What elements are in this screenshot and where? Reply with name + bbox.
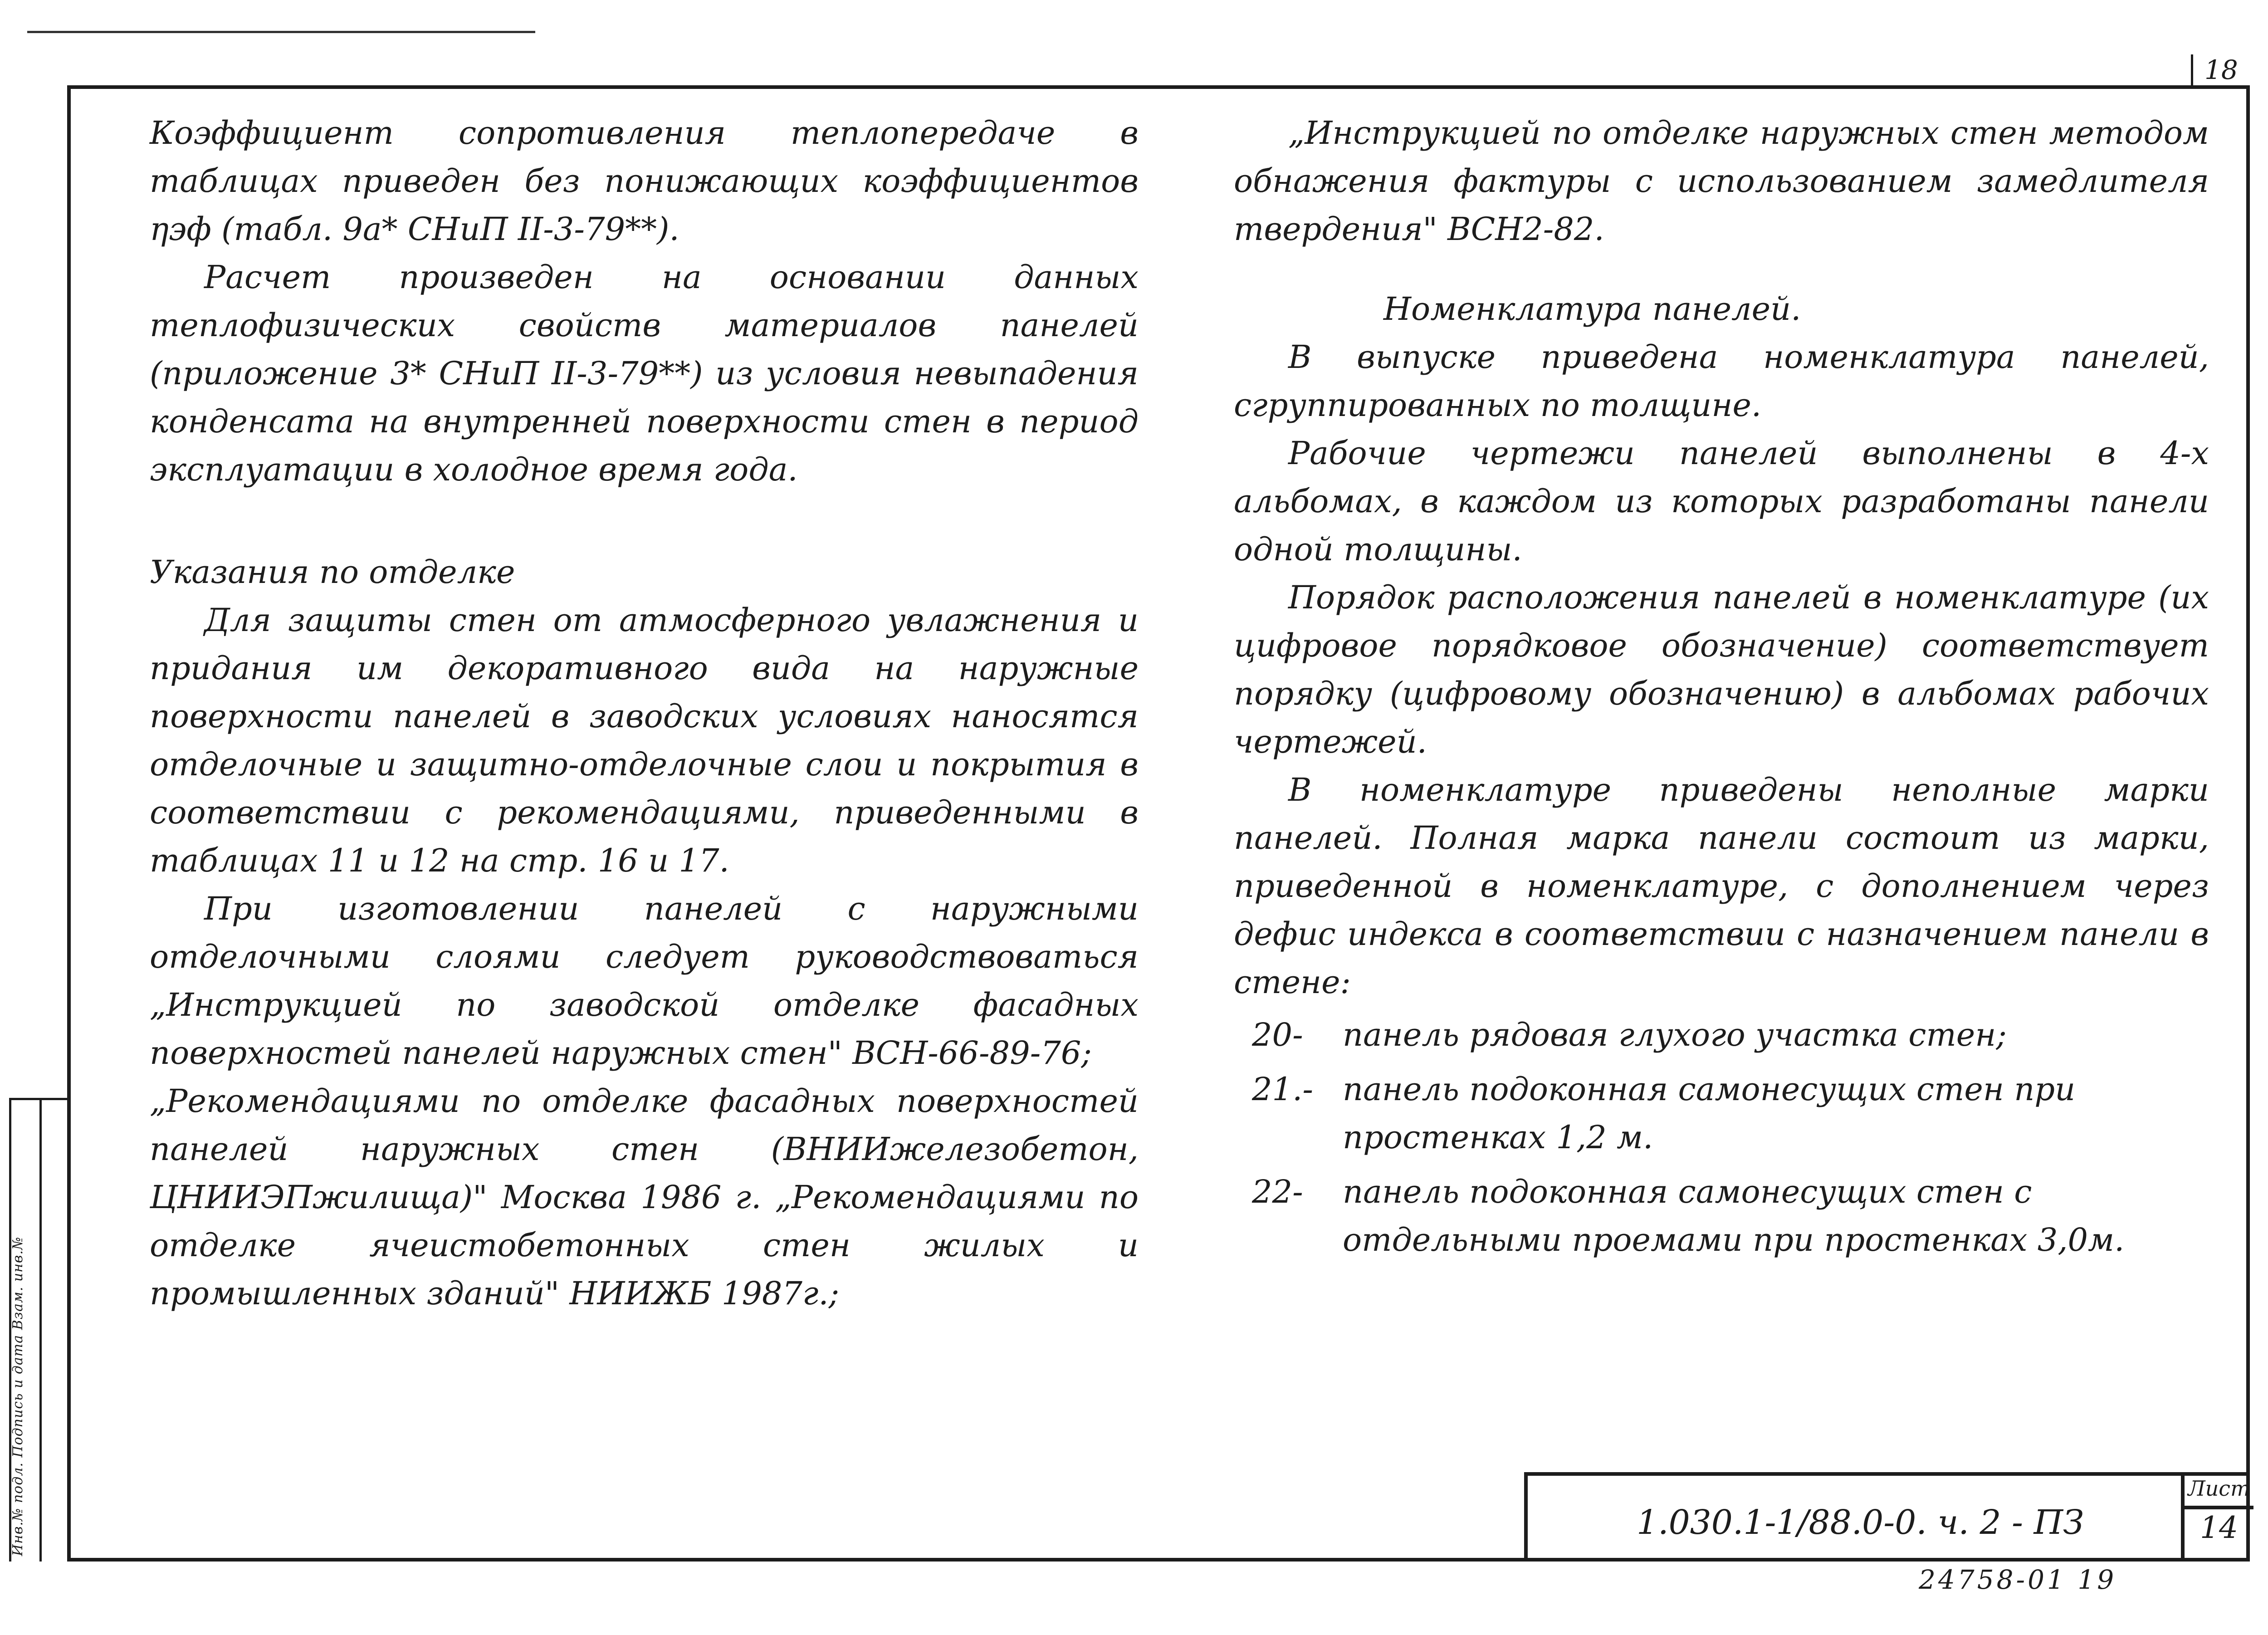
corner-tick (2191, 54, 2193, 86)
list-item (1234, 1011, 2209, 1059)
right-column (1234, 109, 2209, 1270)
paragraph-protection: Для защиты стен от атмосферного увлажнения и придания им декоративного вида на наружные поверхности панелей в заводских условиях наносятся отделочные и защитно-отделочные слои и покрытия в соответствии с рекомендациями, приведенными в таблицах 11 и 12 на стр. 16 и 17. (150, 602, 1139, 879)
document-code: 1.030.1-1/88.0-0. ч. 2 - ПЗ (1637, 1503, 2084, 1542)
paragraph-recommendations: „Рекомендациями по отделке фасадных поверхностей панелей наружных стен (ВНИИжелезобетон, ЦНИИЭПжилища)" Москва 1986 г. „Рекомендациями по отделке ячеистобетонных стен жилых и промышленных зданий" НИИЖБ 1987г.; (150, 1082, 1139, 1312)
left-column (150, 109, 1139, 1317)
list-item-text: панель подоконная самонесущих стен с отдельными проемами при простенках 3,0м. (1343, 1173, 2125, 1258)
list-item-number: 22- (1252, 1173, 1303, 1210)
binding-divider (39, 1100, 42, 1562)
paragraph-marks: В номенклатуре приведены неполные марки панелей. Полная марка панели состоит из марки, приведенной в номенклатуре, с дополнением через дефис индекса в соответствии с назначением панели в стене: (1234, 771, 2209, 1001)
list-item-number: 20- (1252, 1016, 1303, 1053)
archive-number: 24758-01 19 (1919, 1564, 2117, 1595)
heading-finishing: Указания по отделке (150, 553, 515, 591)
sheet-label: Лист (2185, 1472, 2253, 1509)
panel-index-list (1234, 1011, 2209, 1264)
paragraph-manufacturing: При изготовлении панелей с наружными отделочными слоями следует руководствоваться „Инструкцией по заводской отделке фасадных поверхностей панелей наружных стен" ВСН-66-89-76; (150, 890, 1139, 1072)
list-item (1234, 1168, 2209, 1264)
sheet-cell (2181, 1472, 2253, 1562)
top-rule (27, 31, 535, 33)
list-item-number: 21.- (1252, 1071, 1313, 1108)
list-item (1234, 1065, 2209, 1161)
sheet-number: 14 (2200, 1510, 2238, 1545)
heading-nomenclature: Номенклатура панелей. (1383, 290, 1801, 328)
binding-label: Инв.№ подл. Подпись и дата Взам. инв.№ (10, 1236, 26, 1556)
title-block (1524, 1472, 2250, 1562)
paragraph-calculation: Расчет произведен на основании данных теплофизических свойств материалов панелей (приложение 3* СНиП II-3-79**) из условия невыпадения конденсата на внутренней поверхности стен в период эксплуатации в холодное время года. (150, 259, 1139, 488)
paragraph-nomenclature: В выпуске приведена номенклатура панелей, сгруппированных по толщине. (1234, 338, 2209, 424)
paragraph-order: Порядок расположения панелей в номенклатуре (их цифровое порядковое обозначение) соответствует порядку (цифровому обозначению) в альбомах рабочих чертежей. (1234, 579, 2209, 760)
corner-page-number: 18 (2204, 54, 2238, 85)
paragraph-albums: Рабочие чертежи панелей выполнены в 4-х альбомах, в каждом из которых разработаны панели одной толщины. (1234, 435, 2209, 568)
list-item-text: панель рядовая глухого участка стен; (1343, 1016, 2007, 1053)
paragraph-coefficient: Коэффициент сопротивления теплопередаче в таблицах приведен без понижающих коэффициентов ηэф (табл. 9а* СНиП II-3-79**). (150, 114, 1139, 248)
paragraph-instruction: „Инструкцией по отделке наружных стен методом обнажения фактуры с использованием замедлителя твердения" ВСН2-82. (1234, 114, 2209, 248)
list-item-text: панель подоконная самонесущих стен при простенках 1,2 м. (1343, 1071, 2076, 1156)
